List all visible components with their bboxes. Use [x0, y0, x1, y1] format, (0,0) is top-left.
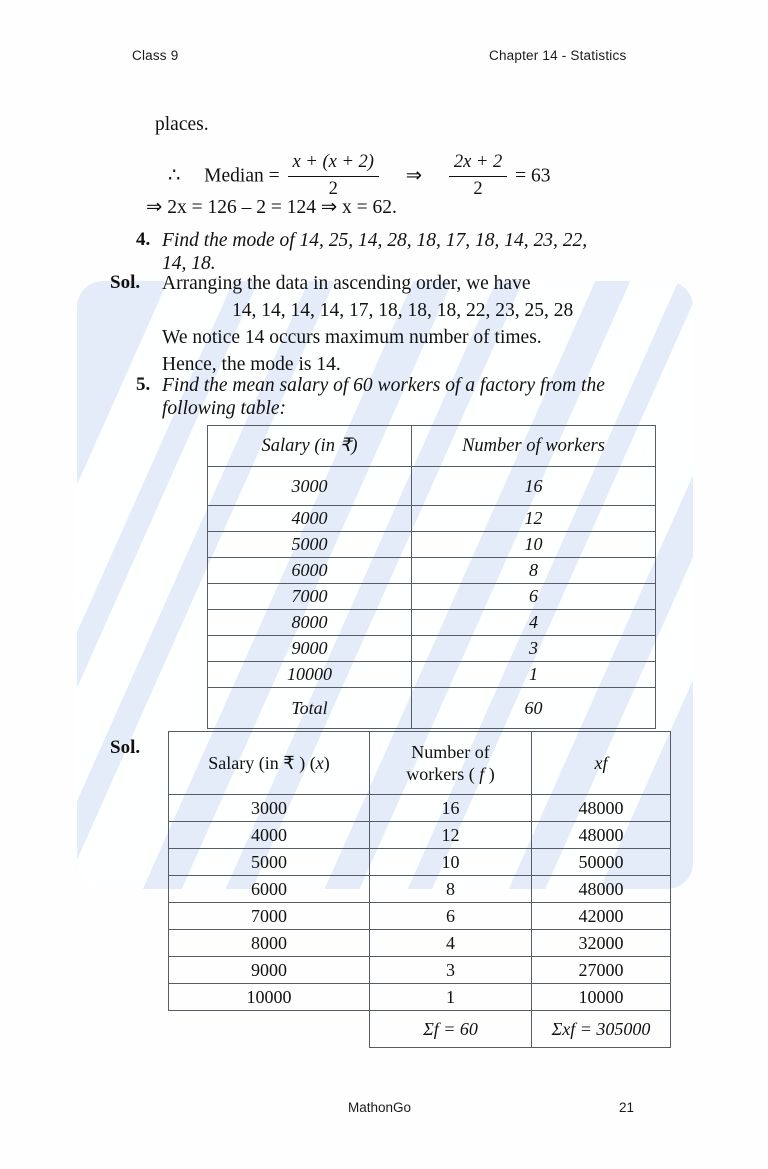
table2-header-workers-close: ) — [484, 764, 495, 784]
solution-5-label: Sol. — [110, 737, 141, 758]
table1-cell-workers: 16 — [412, 467, 656, 506]
mean-calculation-table — [168, 731, 671, 1048]
table-row — [169, 822, 671, 849]
table2-cell-workers: 4 — [370, 930, 532, 957]
table1-cell-salary: 8000 — [208, 610, 412, 636]
places-line: places. — [155, 114, 209, 135]
table-row — [208, 584, 656, 610]
table2-cell-empty — [169, 1011, 370, 1048]
implies-arrow-1: ⇒ — [405, 165, 423, 187]
table2-cell-workers: 1 — [370, 984, 532, 1011]
question-4-text-line2: 14, 18. — [162, 253, 216, 274]
table2-cell-salary: 10000 — [169, 984, 370, 1011]
table2-cell-salary: 3000 — [169, 795, 370, 822]
table-row — [208, 506, 656, 532]
table-row — [169, 957, 671, 984]
table1-cell-workers: 12 — [412, 506, 656, 532]
median-solve-line: ⇒ 2x = 126 – 2 = 124 ⇒ x = 62. — [146, 197, 397, 218]
median-fraction-2-numerator: 2x + 2 — [449, 151, 507, 177]
table2-cell-xf: 48000 — [532, 822, 671, 849]
table1-cell-salary: 6000 — [208, 558, 412, 584]
table-row — [208, 662, 656, 688]
table-row — [169, 930, 671, 957]
table2-cell-xf: 27000 — [532, 957, 671, 984]
table2-cell-sum-f: Σf = 60 — [370, 1011, 532, 1048]
table-row — [169, 984, 671, 1011]
table1-cell-workers: 6 — [412, 584, 656, 610]
table2-cell-salary: 9000 — [169, 957, 370, 984]
median-fraction-2 — [449, 151, 507, 201]
table2-header-xf: xf — [532, 732, 671, 795]
table2-header-workers — [370, 732, 532, 795]
table-row — [208, 532, 656, 558]
question-5-number: 5. — [136, 374, 151, 395]
table1-cell-salary: 10000 — [208, 662, 412, 688]
question-4-number: 4. — [136, 229, 151, 250]
table2-header-salary-close: ) — [323, 752, 330, 773]
table1-cell-salary: 4000 — [208, 506, 412, 532]
table-header-row — [208, 426, 656, 467]
therefore-symbol: ∴ — [168, 165, 181, 187]
table2-header-workers-line1: Number of — [411, 741, 490, 762]
table2-cell-workers: 16 — [370, 795, 532, 822]
solution-4-line3: We notice 14 occurs maximum number of times. — [162, 327, 542, 348]
question-5-text-line1: Find the mean salary of 60 workers of a factory from the — [162, 375, 605, 396]
table1-cell-workers: 8 — [412, 558, 656, 584]
table-row — [208, 636, 656, 662]
table-row — [169, 795, 671, 822]
table2-cell-salary: 5000 — [169, 849, 370, 876]
solution-4-line1: Arranging the data in ascending order, we have — [162, 273, 531, 294]
table2-cell-workers: 12 — [370, 822, 532, 849]
header-chapter-label: Chapter 14 - Statistics — [489, 48, 627, 63]
solution-4-label: Sol. — [110, 272, 141, 293]
question-4-text-line1: Find the mode of 14, 25, 14, 28, 18, 17, 18, 14, 23, 22, — [162, 230, 588, 251]
median-fraction-1 — [288, 151, 379, 201]
table2-cell-salary: 6000 — [169, 876, 370, 903]
table2-cell-workers: 3 — [370, 957, 532, 984]
table2-cell-workers: 10 — [370, 849, 532, 876]
table-summary-row — [169, 1011, 671, 1048]
table-row — [169, 876, 671, 903]
median-word: Median = — [204, 165, 280, 187]
table2-header-workers-var: f — [479, 764, 485, 784]
table2-header-salary — [169, 732, 370, 795]
table-row — [208, 467, 656, 506]
footer-page-number: 21 — [619, 1100, 635, 1115]
median-result: = 63 — [515, 165, 551, 187]
question-5-text-line2: following table: — [162, 398, 287, 419]
table-total-row — [208, 688, 656, 729]
header-class-label: Class 9 — [132, 48, 179, 63]
table-row — [169, 903, 671, 930]
median-fraction-1-numerator: x + (x + 2) — [288, 151, 379, 177]
table2-header-workers-line2: workers ( — [406, 764, 480, 784]
table2-cell-xf: 10000 — [532, 984, 671, 1011]
table2-cell-workers: 6 — [370, 903, 532, 930]
table1-cell-workers: 1 — [412, 662, 656, 688]
table2-cell-xf: 48000 — [532, 876, 671, 903]
median-fraction-1-denominator: 2 — [328, 178, 338, 199]
table2-cell-salary: 4000 — [169, 822, 370, 849]
table2-cell-salary: 7000 — [169, 903, 370, 930]
table1-cell-workers: 4 — [412, 610, 656, 636]
table1-cell-workers: 10 — [412, 532, 656, 558]
table1-header-workers: Number of workers — [412, 426, 656, 467]
solution-4-line4: Hence, the mode is 14. — [162, 354, 341, 375]
table2-cell-salary: 8000 — [169, 930, 370, 957]
table2-header-salary-var: x — [315, 752, 324, 773]
table2-cell-xf: 50000 — [532, 849, 671, 876]
table-row — [208, 558, 656, 584]
table1-cell-salary: 3000 — [208, 467, 412, 506]
table2-cell-xf: 32000 — [532, 930, 671, 957]
table2-cell-xf: 48000 — [532, 795, 671, 822]
table1-cell-total-label: Total — [208, 688, 412, 729]
table2-cell-workers: 8 — [370, 876, 532, 903]
table-header-row — [169, 732, 671, 795]
table2-cell-sum-xf: Σxf = 305000 — [532, 1011, 671, 1048]
table1-cell-total-value: 60 — [412, 688, 656, 729]
table1-cell-salary: 9000 — [208, 636, 412, 662]
table-row — [208, 610, 656, 636]
table1-header-salary: Salary (in ₹) — [208, 426, 412, 467]
table1-cell-salary: 7000 — [208, 584, 412, 610]
table1-cell-workers: 3 — [412, 636, 656, 662]
table-row — [169, 849, 671, 876]
salary-frequency-table — [207, 425, 656, 729]
table2-header-salary-text: Salary (in ₹ ) ( — [208, 752, 316, 773]
footer-brand: MathonGo — [348, 1100, 412, 1115]
table2-cell-xf: 42000 — [532, 903, 671, 930]
table1-cell-salary: 5000 — [208, 532, 412, 558]
solution-4-line2: 14, 14, 14, 14, 17, 18, 18, 18, 22, 23, 25, 28 — [232, 300, 574, 321]
median-fraction-2-denominator: 2 — [473, 178, 483, 199]
